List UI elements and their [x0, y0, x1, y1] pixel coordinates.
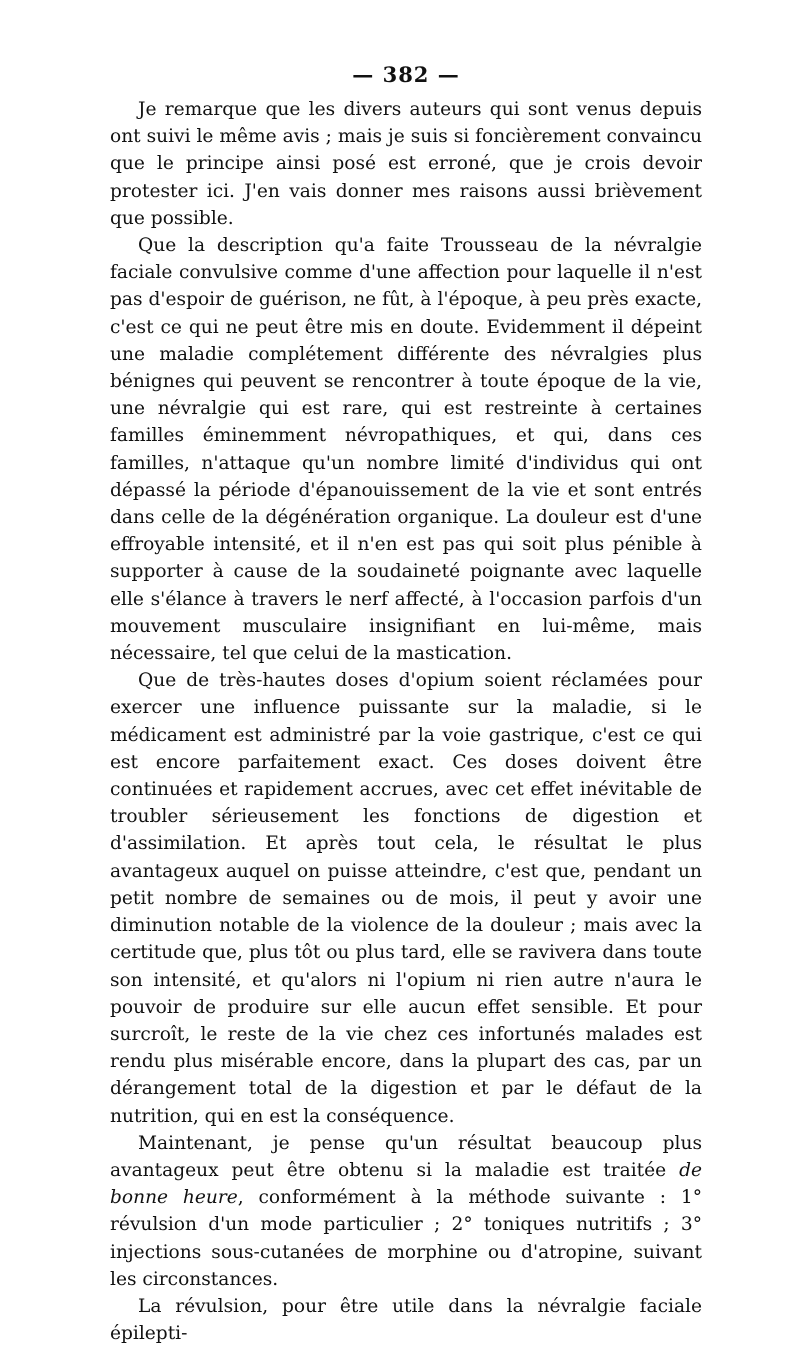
- book-page: [110, 62, 702, 1347]
- paragraph-4-text-before: Maintenant, je pense qu'un résultat beaucoup plus avantageux peut être obtenu si la maladie est traitée: [110, 1132, 702, 1181]
- paragraph-5: La révulsion, pour être utile dans la névralgie faciale épilepti-: [110, 1295, 702, 1345]
- paragraph-3: Que de très-hautes doses d'opium soient réclamées pour exercer une influence puissante sur la maladie, si le médicament est administré par la voie gastrique, c'est ce qui est encore parfaitement exact. Ces doses doivent être continuées et rapidement accrues, avec cet effet inévitable de troubler sérieusement les fonctions de digestion et d'assimilation. Et après tout cela, le résultat le plus avantageux auquel on puisse atteindre, c'est que, pendant un petit nombre de semaines ou de mois, il peut y avoir une diminution notable de la violence de la douleur ; mais avec la certitude que, plus tôt ou plus tard, elle se ravivera dans toute son intensité, et qu'alors ni l'opium ni rien autre n'aura le pouvoir de produire sur elle aucun effet sensible. Et pour surcroît, le reste de la vie chez ces infortunés malades est rendu plus misérable encore, dans la plupart des cas, par un dérangement total de la digestion et par le défaut de la nutrition, qui en est la conséquence.: [110, 670, 702, 1127]
- page-number: — 382 —: [352, 62, 460, 87]
- paragraph-4-text-after: , conformément à la méthode suivante : 1° révulsion d'un mode particulier ; 2° toniques nutritifs ; 3° injections sous-cutanées de morphine ou d'atropine, suivant les circonstances.: [110, 1187, 703, 1290]
- paragraph-4: [110, 1130, 702, 1293]
- paragraph-1: Je remarque que les divers auteurs qui sont venus depuis ont suivi le même avis ; mais je suis si foncièrement convaincu que le principe ainsi posé est erroné, que je crois devoir protester ici. J'en vais donner mes raisons aussi brièvement que possible.: [110, 99, 702, 229]
- paragraph-4-emphasis: de bonne heure: [110, 1159, 702, 1209]
- paragraph-2: Que la description qu'a faite Trousseau de la névralgie faciale convulsive comme d'une affection pour laquelle il n'est pas d'espoir de guérison, ne fût, à l'époque, à peu près exacte, c'est ce qui ne peut être mis en doute. Evidemment il dépeint une maladie complétement différente des névralgies plus bénignes qui peuvent se rencontrer à toute époque de la vie, une névralgie qui est rare, qui est restreinte à certaines familles éminemment névropathiques, et qui, dans ces familles, n'attaque qu'un nombre limité d'individus qui ont dépassé la période d'épanouissement de la vie et sont entrés dans celle de la dégénération organique. La douleur est d'une effroyable intensité, et il n'en est pas qui soit plus pénible à supporter à cause de la soudaineté poignante avec laquelle elle s'élance à travers le nerf affecté, à l'occasion parfois d'un mouvement musculaire insignifiant en lui-même, mais nécessaire, tel que celui de la mastication.: [110, 235, 702, 665]
